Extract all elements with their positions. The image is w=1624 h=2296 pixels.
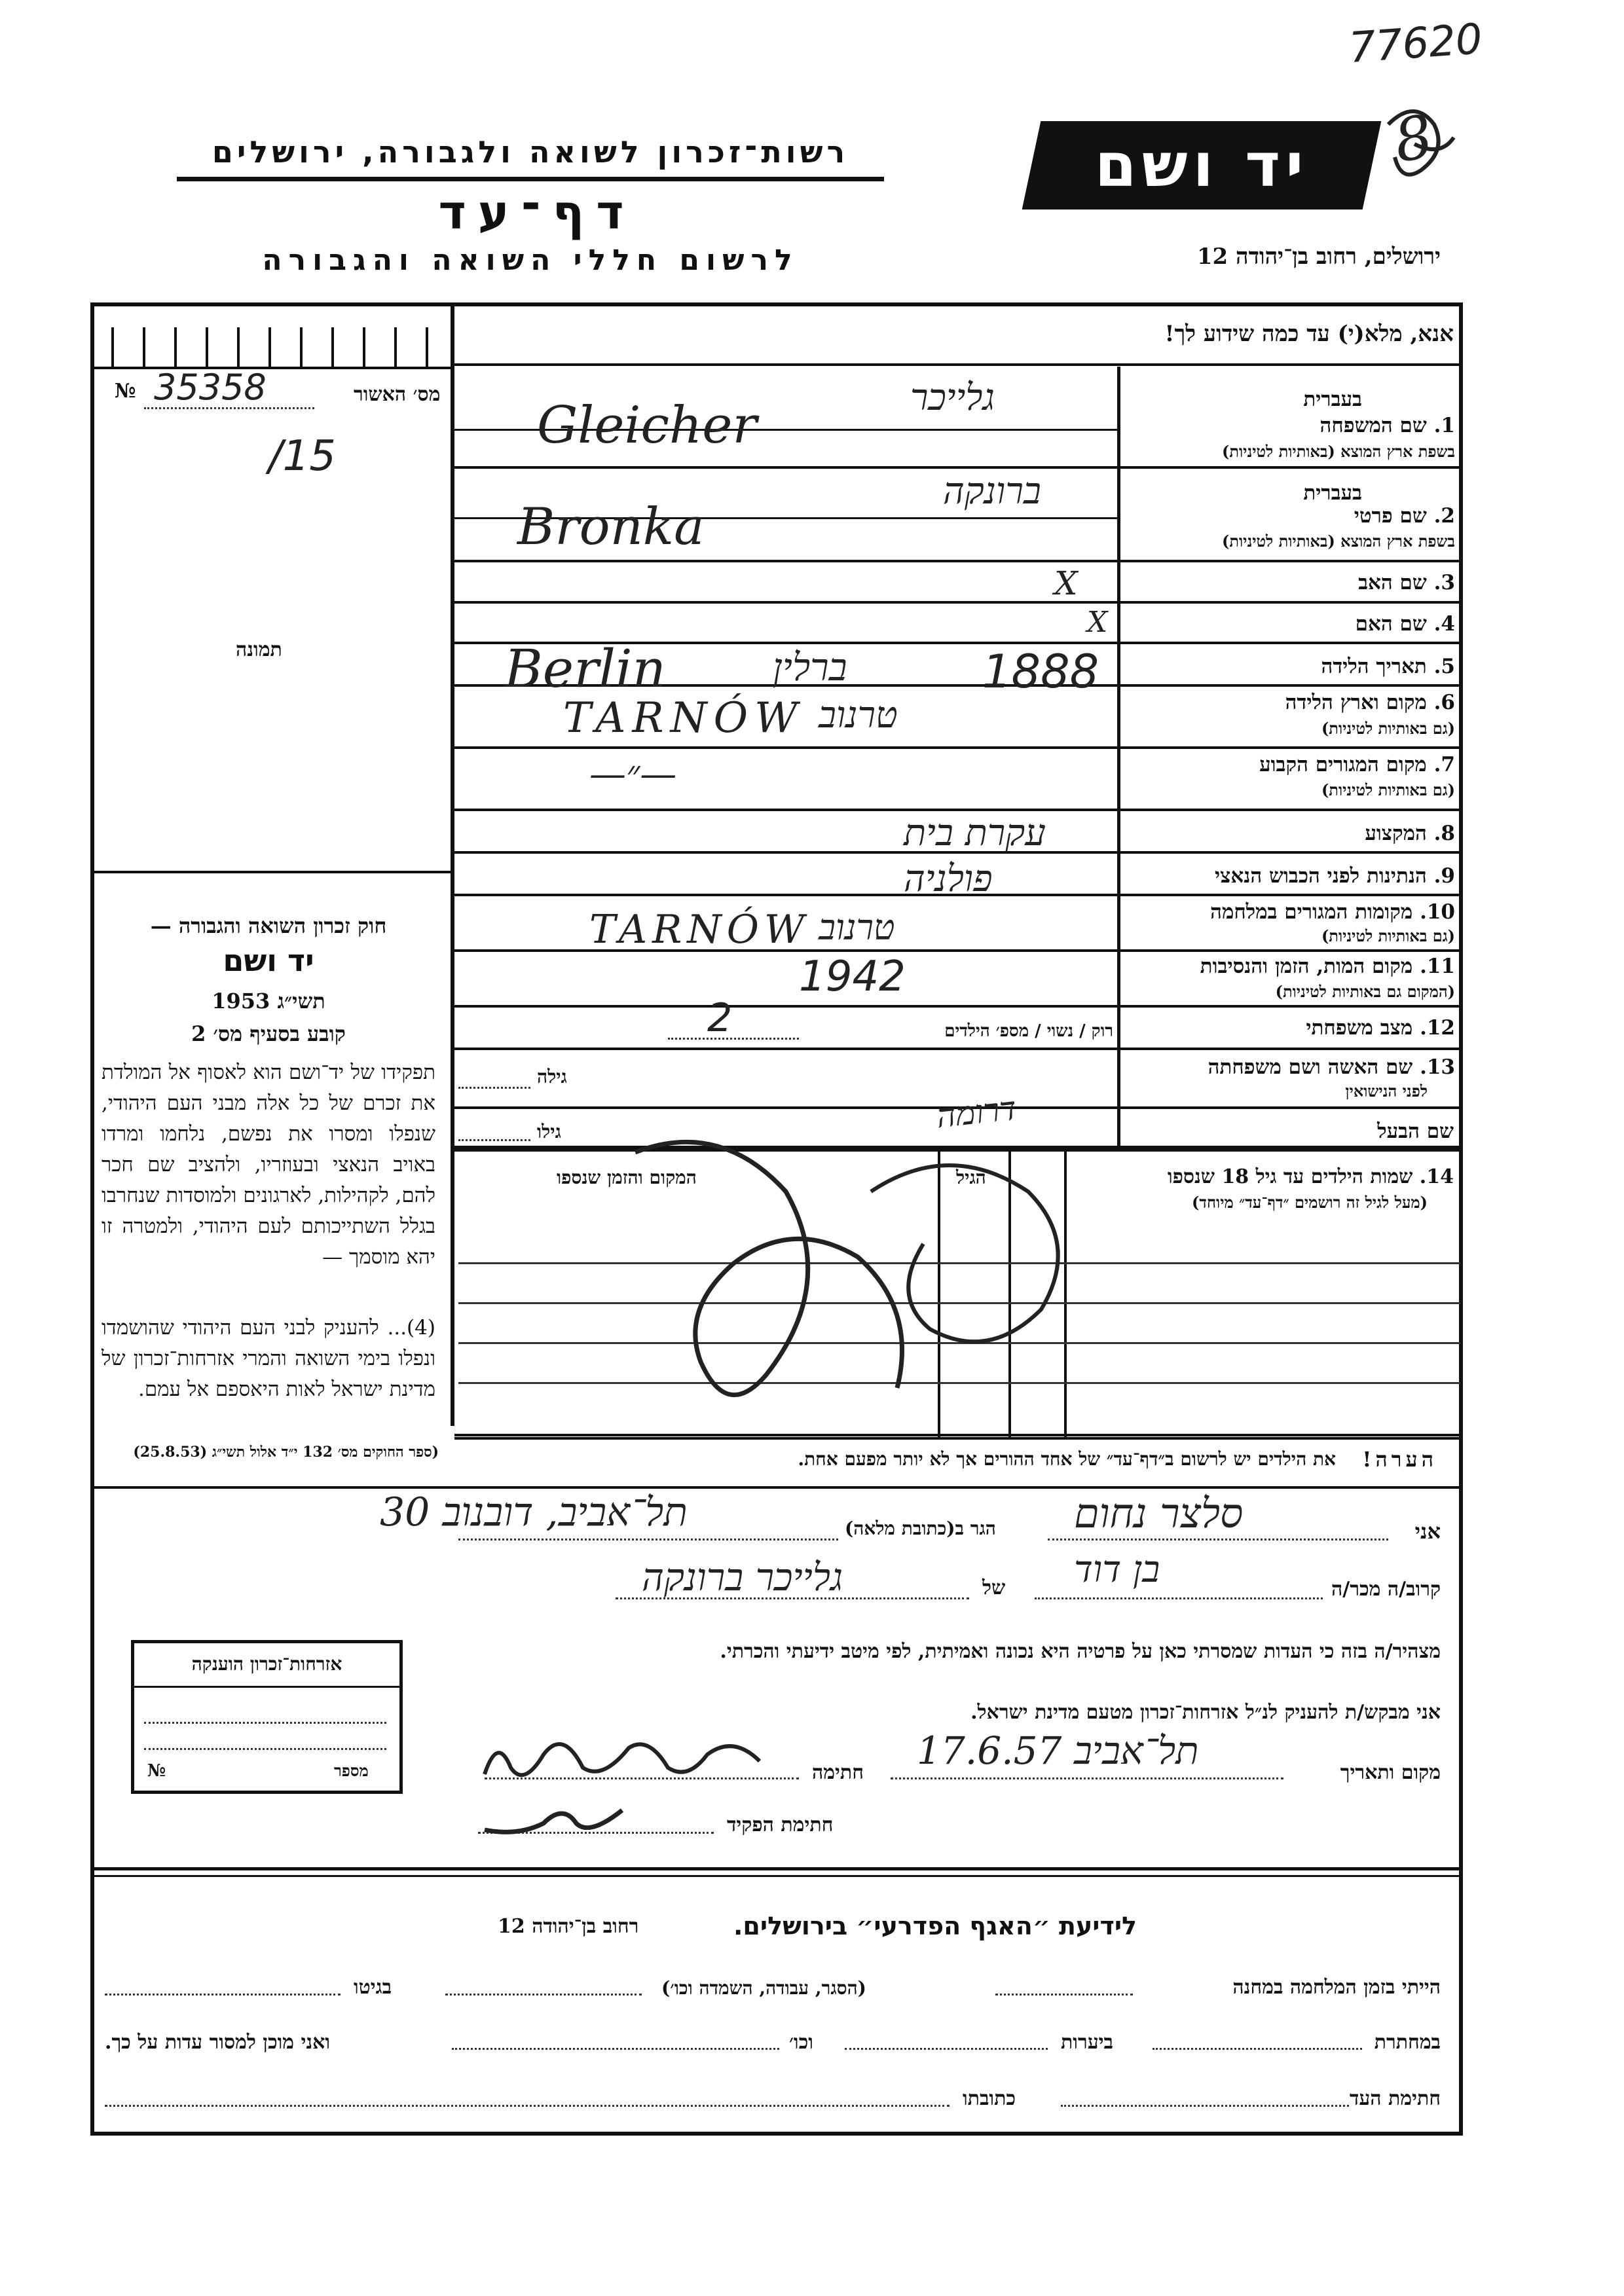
declarant-ani: אני xyxy=(1414,1519,1441,1544)
declarant-address[interactable]: תל־אביב, דובנוב 30 xyxy=(380,1489,688,1535)
row-rule-7 xyxy=(454,809,1463,811)
field-5-label: 5. תאריך הלידה xyxy=(1321,655,1455,678)
approval-extra: /15 xyxy=(268,432,336,481)
field-13-sub: לפני הנישואין xyxy=(1345,1082,1428,1101)
photo-bottom-rule xyxy=(94,871,451,873)
row-rule-6 xyxy=(454,746,1463,749)
field-2-sub: בשפת ארץ המוצא (באותיות לטיניות) xyxy=(1222,532,1455,551)
field-4-label: 4. שם האם xyxy=(1355,612,1455,636)
footer-line2-dots-c xyxy=(452,2048,779,2050)
approval-number: 35358 xyxy=(154,367,267,408)
declarant-address-dots xyxy=(458,1539,838,1540)
label-column-divider xyxy=(1117,367,1120,1146)
field-13-age-label: גילה xyxy=(537,1066,567,1087)
declaration-text: מצהיר/ה בזה כי העדות שמסרתי כאן על פרטיה היא נכונה ואמיתית, לפי מיטב ידיעתי והכרתי. xyxy=(720,1640,1441,1663)
law-source: (ספר החוקים מס׳ 132 י״ד אלול תשי״ג (25.8.53) xyxy=(133,1444,439,1461)
field-13-age-dots xyxy=(458,1087,530,1089)
field-8-label: 8. המקצוע xyxy=(1365,822,1455,845)
law-heading-yad-vashem: יד ושם xyxy=(223,943,314,978)
field-7-latin-value[interactable]: TARNÓW xyxy=(563,694,804,742)
note-top-rule xyxy=(454,1437,1463,1440)
authority-title: רשות־זכרון לשואה ולגבורה, ירושלים xyxy=(212,134,849,170)
note-label: הערה! xyxy=(1362,1447,1437,1472)
declarant-name-dots xyxy=(1048,1539,1388,1540)
field-6-label: 6. מקום וארץ הלידה xyxy=(1285,691,1455,714)
footer-line2-d: ואני מוכן למסור עדות על כך. xyxy=(105,2031,331,2054)
form-subtitle: לרשום חללי השואה והגבורה xyxy=(262,244,799,277)
relation-dots xyxy=(1035,1597,1323,1599)
photo-label: תמונה xyxy=(236,638,282,661)
logo-text: יד ושם xyxy=(1094,130,1309,200)
archive-stamp-number: 77620 xyxy=(1347,14,1484,73)
citizenship-box-rule xyxy=(134,1686,399,1688)
law-text: תפקידו של יד־ושם הוא לאסוף אל המולדת את זכרם של כל אלה מבני העם היהודי, שנפלו ומסרו את נפשם, נלחמו ומרדו באויב הנאצי ובעוזריו, ולהציב שם חכר להם, לקהילות, לארגונים ולמוסדות שנחרבו בגלל השתייכותם לעם היהודי, ולמטרה זו יהא מוסמך — xyxy=(101,1061,435,1269)
footer-line2-dots-b xyxy=(845,2048,1048,2050)
field-1-hebrew-value[interactable]: גלייכר xyxy=(910,376,995,419)
footer-line2-a: במחתרת xyxy=(1374,2031,1441,2054)
footer-line2-b: ביערות xyxy=(1061,2031,1114,2054)
law-clause: קובע בסעיף מס׳ 2 xyxy=(191,1021,346,1046)
footer-line2-dots-a xyxy=(1153,2048,1362,2050)
citizenship-box-no-mark: № xyxy=(147,1761,166,1781)
relation-label: קרוב/ה מכר/ה xyxy=(1331,1578,1441,1601)
field-9-value[interactable]: עקרת בית xyxy=(904,812,1046,854)
approval-no-mark: № xyxy=(115,380,136,403)
declarant-resident-label: הגר ב(כתובת מלאה) xyxy=(845,1518,996,1539)
field-6-sub: (גם באותיות לטיניות) xyxy=(1321,719,1455,738)
husband-age-label: גילו xyxy=(537,1121,561,1142)
field-3-value[interactable]: X xyxy=(1054,564,1078,602)
field-10-value[interactable]: פולניה xyxy=(904,858,993,900)
approval-top-rule xyxy=(94,367,451,369)
citizenship-box-line-2 xyxy=(144,1748,386,1750)
children-written-value[interactable]: דרומה xyxy=(934,1089,1018,1136)
field-11-sub: (המקום גם באותיות לטיניות) xyxy=(1275,982,1455,1001)
field-8-value[interactable]: —״— xyxy=(589,753,677,795)
field-7-label: 7. מקום המגורים הקבוע xyxy=(1259,753,1455,776)
row-rule-3 xyxy=(454,601,1463,604)
field-7-value[interactable]: טרנוב xyxy=(819,694,898,737)
field-12-label: 12. מצב משפחתי xyxy=(1306,1016,1455,1040)
footer-line1-dots-a xyxy=(995,1994,1133,1995)
footer-line3-a: חתימת העד xyxy=(1349,2087,1441,2110)
citizenship-box-title: אזרחות־זכרון הוענקה xyxy=(191,1653,342,1675)
field-11-latin-value[interactable]: TARNÓW xyxy=(589,907,810,953)
footer-line3-dots-a xyxy=(1061,2105,1349,2107)
field-1-label: 1. שם המשפחה xyxy=(1320,414,1455,437)
row-rule-11 xyxy=(454,1005,1463,1008)
children-sub: (מעל לגיל זה רושמים ״דף־עד״ מיוחד) xyxy=(1191,1193,1428,1212)
of-value[interactable]: גלייכר ברונקה xyxy=(642,1555,843,1599)
law-heading: חוק זכרון השואה והגבורה — xyxy=(150,913,387,938)
citizenship-box-number-label: מספר xyxy=(334,1761,369,1780)
field-5-value[interactable]: 1888 xyxy=(982,645,1099,699)
field-2-label: 2. שם פרטי xyxy=(1354,504,1455,528)
footer-line1-c: בגיטו xyxy=(354,1976,392,1999)
field-11-value[interactable]: טרנוב xyxy=(819,907,895,948)
footer-double-rule-bottom xyxy=(94,1875,1463,1877)
footer-title: לידיעת ״האגף הפדרעי״ בירושלים. xyxy=(733,1912,1137,1941)
field-12-dots xyxy=(668,1038,799,1040)
field-10-label: 10. מקומות המגורים במלחמה xyxy=(1210,900,1455,924)
official-signature xyxy=(478,1791,635,1843)
footer-line2-c: וכו׳ xyxy=(789,2031,813,2054)
yad-vashem-logo xyxy=(1022,121,1382,210)
field-6-latin-value[interactable]: Berlin xyxy=(504,638,667,699)
field-12-value[interactable]: 2 xyxy=(707,995,733,1041)
field-2-latin-value[interactable]: Bronka xyxy=(517,498,705,556)
law-year: תשי״ג 1953 xyxy=(212,989,325,1013)
official-label: חתימת הפקיד xyxy=(727,1813,834,1836)
field-2-hebrew-value[interactable]: ברונקה xyxy=(943,470,1041,513)
signature-label: חתימה xyxy=(812,1761,864,1784)
approval-label: מס׳ האשור xyxy=(354,383,441,406)
field-9-label: 9. הנתינות לפני הכבוש הנאצי xyxy=(1215,864,1455,888)
field-1-latin-value[interactable]: Gleicher xyxy=(537,396,757,455)
row-rule-12 xyxy=(454,1048,1463,1050)
title-underline xyxy=(177,177,884,181)
request-text: אני מבקש/ת להעניק לנ״ל אזרחות־זכרון מטעם מדינת ישראל. xyxy=(970,1701,1441,1724)
row-rule-2 xyxy=(454,560,1463,562)
children-col-age: הגיל xyxy=(956,1167,986,1188)
husband-label: שם הבעל xyxy=(1377,1120,1454,1143)
field-12-status-options: רוק / נשוי / מספ׳ הילדים xyxy=(944,1021,1113,1041)
field-1-sub: בשפת ארץ המוצא (באותיות לטיניות) xyxy=(1222,442,1455,461)
field-10-sub: (גם באותיות לטיניות) xyxy=(1321,926,1455,945)
row-rule-1 xyxy=(454,466,1463,469)
approval-dots xyxy=(144,407,314,409)
field-2-hebrew-tag: בעברית xyxy=(1303,481,1362,505)
field-13-label: 13. שם האשה ושם משפחתה xyxy=(1208,1055,1455,1079)
footer-line3-dots-b xyxy=(105,2105,950,2107)
husband-age-dots xyxy=(458,1139,530,1141)
footer-line1-a: הייתי בזמן המלחמה במחנה xyxy=(1232,1976,1441,1999)
declarant-name[interactable]: סלצר נחום xyxy=(1074,1489,1244,1537)
intro-text: אנא, מלא(י) עד כמה שידוע לך! xyxy=(1164,321,1454,347)
footer-double-rule-top xyxy=(94,1867,1463,1870)
declarant-signature xyxy=(471,1728,773,1794)
field-11-year[interactable]: 1942 xyxy=(799,953,906,1001)
law-text-clause-4: (4)... להעניק לבני העם היהודי שהושמדו ונפלו בימי השואה והמרי אזרחות־זכרון של מדינת ישראל לאות היאספם אל עמם. xyxy=(101,1316,435,1401)
place-date-value[interactable]: תל־אביב 17.6.57 xyxy=(917,1728,1199,1773)
form-title: דף־עד xyxy=(438,185,636,240)
relation-value[interactable]: בן דוד xyxy=(1074,1548,1160,1591)
intro-rule xyxy=(454,363,1463,366)
field-3-label: 3. שם האב xyxy=(1358,571,1455,594)
footer-line1-dots-b xyxy=(445,1994,642,1995)
field-11-label: 11. מקום המות, הזמן והנסיבות xyxy=(1200,955,1455,978)
children-label: 14. שמות הילדים עד גיל 18 שנספו xyxy=(1167,1165,1454,1188)
handwritten-page-mark: 8 xyxy=(1389,101,1438,177)
footer-line3-b: כתובתו xyxy=(963,2087,1016,2110)
footer-address: רחוב בן־יהודה 12 xyxy=(498,1915,639,1938)
field-1-hebrew-tag: בעברית xyxy=(1303,388,1362,411)
citizenship-box-line-1 xyxy=(144,1722,386,1724)
field-7-sub: (גם באותיות לטיניות) xyxy=(1321,780,1455,799)
field-4-value[interactable]: X xyxy=(1087,606,1108,639)
left-column-divider xyxy=(451,306,454,1426)
place-date-label: מקום ותאריך xyxy=(1340,1761,1441,1784)
cancellation-scribble xyxy=(622,1113,1133,1440)
children-col-place: המקום והזמן שנספו xyxy=(557,1167,697,1188)
handwritten-scribble xyxy=(1375,98,1467,196)
place-date-dots xyxy=(891,1777,1283,1779)
footer-line1-dots-c xyxy=(105,1994,341,1995)
note-bottom-rule xyxy=(94,1486,1463,1489)
field-6-value[interactable]: ברלין xyxy=(773,645,847,689)
address: ירושלים, רחוב בן־יהודה 12 xyxy=(1196,244,1441,270)
approval-tick-row xyxy=(111,327,439,367)
of-label: של xyxy=(982,1576,1006,1599)
footer-line1-b: (הסגר, עבודה, השמדה וכו׳) xyxy=(661,1977,866,1999)
note-text: את הילדים יש לרשום ב״דף־עד״ של אחד ההורים אך לא יותר מפעם אחת. xyxy=(798,1448,1336,1470)
